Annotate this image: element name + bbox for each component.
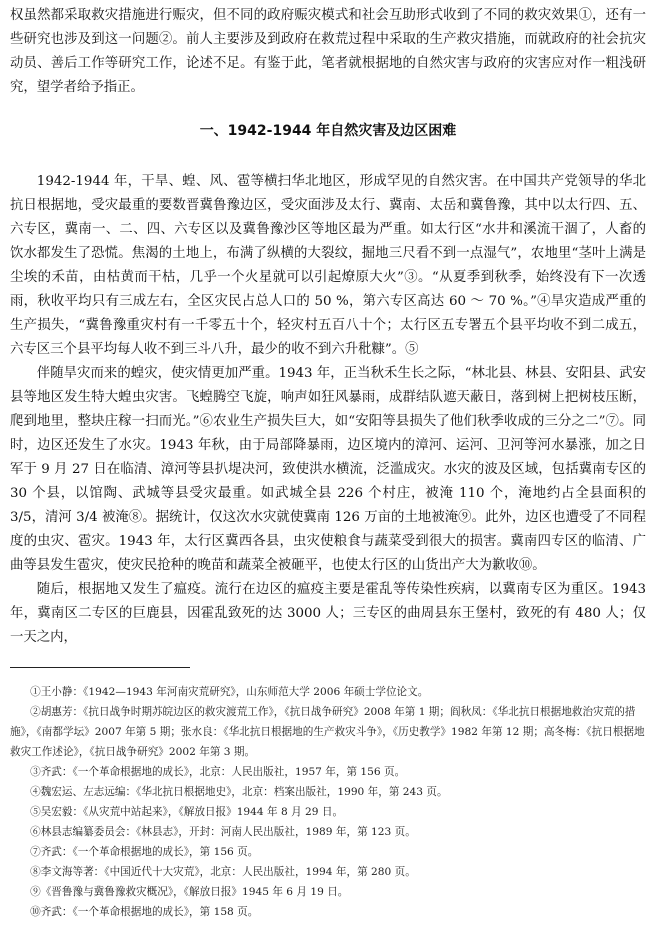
footnote-item: ⑥林县志编纂委员会：《林县志》，开封：河南人民出版社，1989 年，第 123 页。 xyxy=(30,826,416,838)
paragraph-epidemic: 随后，根据地又发生了瘟疫。流行在边区的瘟疫主要是霍乱等传染性疾病，以冀南专区为重区。1943 年，冀南区二专区的巨鹿县，因霍乱致死的达 3000 人；三专区的曲周县东王堡村，致死的有 480 人；仅一天之内， xyxy=(10,582,646,645)
body-paragraphs xyxy=(10,170,646,650)
footnote-item: ①王小静：《1942—1943 年河南灾荒研究》，山东师范大学 2006 年硕士学位论文。 xyxy=(30,686,429,698)
footnote-item: ⑤吴宏毅：《从灾荒中站起来》，《解放日报》1944 年 8 月 29 日。 xyxy=(30,806,344,818)
footnote-item: ⑨《晋鲁豫与冀鲁豫救灾概况》，《解放日报》1945 年 6 月 19 日。 xyxy=(30,886,349,898)
footnote-item: ③齐武：《一个革命根据地的成长》，北京：人民出版社，1957 年，第 156 页。 xyxy=(30,766,406,778)
footnote-separator xyxy=(10,667,190,668)
footnote-item: ④魏宏运、左志远编：《华北抗日根据地史》，北京：档案出版社，1990 年，第 243 页。 xyxy=(30,786,448,798)
footnote-item: ⑦齐武：《一个革命根据地的成长》，第 156 页。 xyxy=(30,846,259,858)
footnotes xyxy=(10,682,646,922)
intro-paragraph: 权虽然都采取救灾措施进行赈灾，但不同的政府赈灾模式和社会互助形式收到了不同的救灾效果①，还有一些研究也涉及到这一问题②。前人主要涉及到政府在救荒过程中采取的生产救灾措施，而就政府的社会抗灾动员、善后工作等研究工作，论述不足。有鉴于此，笔者就根据地的自然灾害与政府的灾害应对作一粗浅研究，望学者给予指正。 xyxy=(10,8,646,95)
paragraph-locust-flood: 伴随旱灾而来的蝗灾，使灾情更加严重。1943 年，正当秋禾生长之际，“林北县、林县、安阳县、武安县等地区发生特大蝗虫灾害。飞蝗腾空飞旋，响声如狂风暴雨，成群结队遮天蔽日，落到树上把树枝压断，爬到地里，整块庄稼一扫而光。”⑥农业生产损失巨大，如“安阳等县损失了他们秋季收成的三分之二”⑦。同时，边区还发生了水灾。1943 年秋，由于局部降暴雨，边区境内的漳河、运河、卫河等河水暴涨，加之日军于 9 月 27 日在临清、漳河等县扒堤决河，致使洪水横流，泛滥成灾。水灾的波及区域，包括冀南专区的 30 个县，以馆陶、武城等县受灾最重。如武城全县 226 个村庄，被淹 110 个，淹地约占全县面积的 3/5，清河 3/4 被淹⑧。据统计，仅这次水灾就使冀南 126 万亩的土地被淹⑨。此外，边区也遭受了不同程度的虫灾、雹灾。1943 年，太行区冀西各县，虫灾使粮食与蔬菜受到很大的损害。冀南四专区的临清、广曲等县发生雹灾，使灾民抢种的晚苗和蔬菜全被砸平，也使太行区的山货出产大为歉收⑩。 xyxy=(10,366,646,573)
intro-paragraph-block xyxy=(10,4,646,100)
paragraph-drought: 1942-1944 年，干旱、蝗、风、雹等横扫华北地区，形成罕见的自然灾害。在中国共产党领导的华北抗日根据地，受灾最重的要数晋冀鲁豫边区，受灾面涉及太行、冀南、太岳和冀鲁豫，其中以太行四、五、六专区，冀南一、二、四、六专区以及冀鲁豫沙区等地区最为严重。如太行区“水井和溪流干涸了，人畜的饮水都发生了恐慌。焦渴的土地上，布满了纵横的大裂纹，掘地三尺看不到一点湿气”，农地里“茎叶上满是尘埃的禾苗，由枯黄而干枯，几乎一个火星就可以引起燎原大火”③。“从夏季到秋季，始终没有下一次透雨，秋收平均只有三成左右，全区灾民占总人口的 50 %，第六专区高达 60 ～ 70 %。”④旱灾造成严重的生产损失，“冀鲁豫重灾村有一千零五十个，轻灾村五百八十个；太行区五专署五个县平均收不到二成五，六专区三个县平均每人收不到三斗八升，最少的收不到六升秕糠”。⑤ xyxy=(10,174,646,357)
footnote-item: ⑧李文海等著：《中国近代十大灾荒》，北京：人民出版社，1994 年，第 280 页。 xyxy=(30,866,416,878)
section-heading: 一、1942-1944 年自然灾害及边区困难 xyxy=(199,123,457,139)
footnote-item: ②胡惠芳：《抗日战争时期苏皖边区的救灾渡荒工作》，《抗日战争研究》2008 年第 1 期；阎秋凤：《华北抗日根据地救治灾荒的措施》，《南都学坛》2007 年第 5 期；张水良：《华北抗日根据地的生产救灾斗争》，《历史教学》1982 年第 12 期；高冬梅：《抗日根据地救灾工作述论》，《抗日战争研究》2002 年第 3 期。 xyxy=(10,706,645,758)
footnote-item: ⑩齐武：《一个革命根据地的成长》，第 158 页。 xyxy=(30,906,259,918)
